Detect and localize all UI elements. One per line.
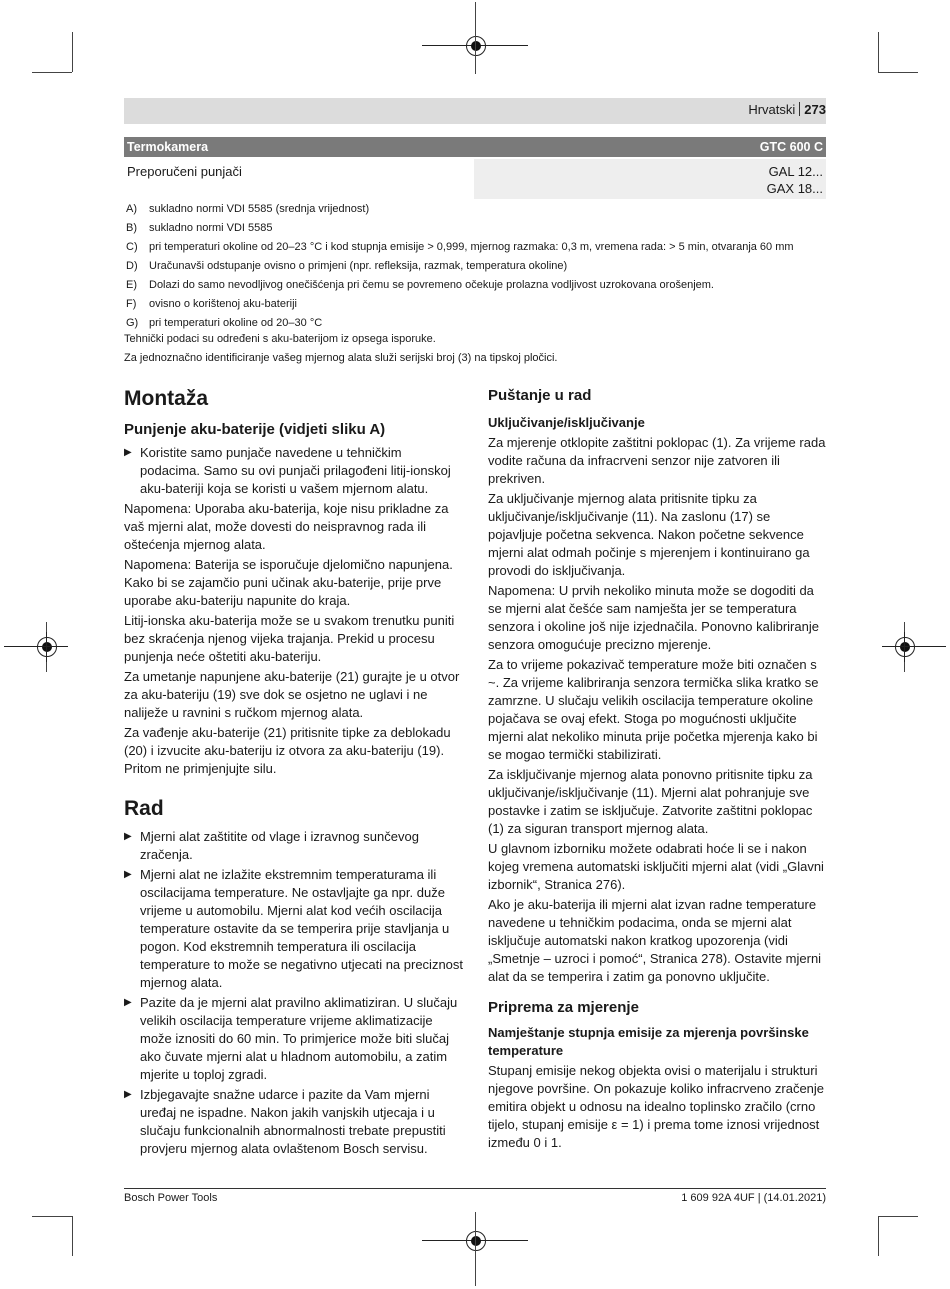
registration-line <box>475 2 476 74</box>
crop-mark <box>72 32 73 72</box>
paragraph: Litij-ionska aku-baterija može se u svakom trenutku puniti bez skraćenja njenog vijeka trajanja. Prekid u procesu punjenja neće oštetiti aku-bateriju. <box>124 613 455 664</box>
footnote-text: sukladno normi VDI 5585 <box>149 222 273 234</box>
subsection-heading: Uključivanje/isključivanje <box>488 415 645 430</box>
section-heading: Priprema za mjerenje <box>488 999 639 1016</box>
registration-mark-icon <box>466 1231 486 1251</box>
warning-bullet: ▶ Mjerni alat ne izlažite ekstremnim temperaturama ili oscilacijama temperature. Ne ostavljajte ga npr. duže vrijeme u automobilu. Mjerni alat kod većih oscilacija temperature ostavite da se temperira prije stavljanja u pogon. Kod ekstremnih temperatura ili oscilacija temperature to može se negativno utjecati na preciznost mjernog alata. <box>124 866 464 992</box>
paragraph: Za vađenje aku-baterije (21) pritisnite tipke za deblokadu (20) i izvucite aku-bateriju iz otvora za aku-bateriju (19). Pritom ne primjenjujte silu. <box>124 725 451 776</box>
registration-mark-icon <box>466 36 486 56</box>
footnote-text: sukladno normi VDI 5585 (srednja vrijednost) <box>149 203 370 215</box>
paragraph: Za to vrijeme pokazivač temperature može biti označen s ~. Za vrijeme kalibriranja senzora termička slika kratko se zamrzne. U slučaju velikih oscilacija temperature okoline pojačava se ovaj efekt. Stoga po mogućnosti uključite mjerni alat nekoliko minuta prije početka mjerenja kako bi se mogao termički stabilizirati. <box>488 657 819 762</box>
footnote-key: G) <box>126 317 139 329</box>
footer-brand: Bosch Power Tools <box>124 1192 218 1204</box>
paragraph: Za isključivanje mjernog alata ponovno pritisnite tipku za uključivanje/isključivanje (11). Mjerni alat pohranjuje sve postavke i zatim se isključuje. Zatvorite zaštitni poklopac (1) za siguran transport mjernog alata. <box>488 767 813 836</box>
table-row <box>124 159 826 199</box>
crop-mark <box>32 1216 72 1217</box>
header-bar <box>124 98 826 124</box>
right-column <box>488 386 828 1154</box>
crop-mark <box>878 72 918 73</box>
table-header-right: GTC 600 C <box>759 140 823 154</box>
paragraph: Napomena: U prvih nekoliko minuta može se dogoditi da se mjerni alat češće sam namješta jer se temperatura senzora i okoline još nije izjednačila. Ponovno kalibriranje senzora omogućuje precizno mjerenje. <box>488 583 819 652</box>
footnote-key: D) <box>126 260 138 272</box>
paragraph: U glavnom izborniku možete odabrati hoće li se i nakon kojeg vremena automatski isključiti mjerni alat (vidi „Glavni izbornik“, Stranica 276). <box>488 841 824 892</box>
crop-mark <box>72 1216 73 1256</box>
page-header <box>748 102 826 117</box>
section-heading: Rad <box>124 797 164 820</box>
registration-line <box>475 1212 476 1286</box>
header-language: Hrvatski <box>748 102 796 117</box>
footnote-key: A) <box>126 203 137 215</box>
table-header <box>124 137 826 157</box>
warning-bullet: ▶ Koristite samo punjače navedene u tehničkim podacima. Samo su ovi punjači prilagođeni litij-ionskoj aku-bateriji koja se koristi u vašem mjernom alatu. <box>124 444 464 498</box>
page-number: 273 <box>804 102 826 117</box>
subsection-heading: Punjenje aku-baterije (vidjeti sliku A) <box>124 421 386 438</box>
footnote-key: F) <box>126 298 137 310</box>
table-header-left: Termokamera <box>127 140 209 154</box>
table-row-label: Preporučeni punjači <box>127 164 242 179</box>
section-heading: Montaža <box>124 387 208 410</box>
footer-rule <box>124 1188 826 1189</box>
paragraph: Napomena: Uporaba aku-baterija, koje nisu prikladne za vaš mjerni alat, može dovesti do neispravnog rada ili oštećenja mjernog alata. <box>124 501 449 552</box>
warning-bullet: ▶ Izbjegavajte snažne udarce i pazite da Vam mjerni uređaj ne ispadne. Nakon jakih vanjskih utjecaja i u slučaju funkcionalnih abnormalnosti trebate prepustiti provjeru mjernog alata ovlaštenom Bosch servisu. <box>124 1086 464 1158</box>
footer-docnumber: 1 609 92A 4UF | (14.01.2021) <box>681 1192 826 1204</box>
crop-mark <box>878 1216 879 1256</box>
subsection-heading: Namještanje stupnja emisije za mjerenja površinske temperature <box>488 1025 809 1058</box>
paragraph: Za uključivanje mjernog alata pritisnite tipku za uključivanje/isključivanje (11). Na zaslonu (17) se pojavljuje početna sekvenca. Nakon početne sekvence mjerni alat odmah počinje s mjerenjem i kontinuirano ga provodi do isključivanja. <box>488 491 810 578</box>
paragraph: Napomena: Baterija se isporučuje djelomično napunjena. Kako bi se zajamčio puni učinak aku-baterije, prije prve uporabe aku-bateriju napunite do kraja. <box>124 557 453 608</box>
registration-line <box>882 646 946 647</box>
footnote-text: pri temperaturi okoline od 20–30 °C <box>149 317 323 329</box>
crop-mark <box>878 32 879 72</box>
footnote-text: Dolazi do samo nevodljivog onečišćenja pri čemu se povremeno očekuje prolazna vodljivost uzrokovana orošenjem. <box>149 279 714 291</box>
warning-bullet: ▶ Pazite da je mjerni alat pravilno aklimatiziran. U slučaju velikih oscilacija temperature vrijeme aklimatizacije može iznositi do 60 min. To primjerice može biti slučaj ako čuvate mjerni alat u hladnom automobilu, a zatim mjerite u toploj zgradi. <box>124 994 464 1084</box>
tech-note: Tehnički podaci su određeni s aku-baterijom iz opsega isporuke. <box>124 333 436 345</box>
tech-note: Za jednoznačno identificiranje vašeg mjernog alata služi serijski broj (3) na tipskoj pločici. <box>124 352 558 364</box>
table-row-value: GAX 18... <box>766 181 823 196</box>
paragraph: Stupanj emisije nekog objekta ovisi o materijalu i strukturi njegove površine. On pokazuje koliko infracrveno zračenje emitira objekt u odnosu na idealno toplinsko zračilo (crno tijelo, stupanj emisije ε = 1) i prema tome iznosi vrijednost između 0 i 1. <box>488 1063 825 1150</box>
footnote-text: ovisno o korištenoj aku-bateriji <box>149 298 297 310</box>
crop-mark <box>32 72 72 73</box>
footnote-key: E) <box>126 279 137 291</box>
footnote-key: B) <box>126 222 137 234</box>
footnote-text: pri temperaturi okoline od 20–23 °C i kod stupnja emisije > 0,999, mjernog razmaka: 0,3 m, vremena rada: > 5 min, otvaranja 60 mm <box>149 241 794 253</box>
registration-mark-icon <box>37 637 57 657</box>
paragraph: Za umetanje napunjene aku-baterije (21) gurajte je u otvor za aku-bateriju (19) sve dok se osjetno ne uglavi i ne naliježe u ravnini s ručkom mjernog alata. <box>124 669 460 720</box>
footnote-text: Uračunavši odstupanje ovisno o primjeni (npr. refleksija, razmak, temperatura okoline) <box>149 260 568 272</box>
warning-bullet: ▶ Mjerni alat zaštitite od vlage i izravnog sunčevog zračenja. <box>124 828 464 864</box>
paragraph: Za mjerenje otklopite zaštitni poklopac (1). Za vrijeme rada vodite računa da infracrveni senzor nije zatvoren ili prekriven. <box>488 435 826 486</box>
crop-mark <box>878 1216 918 1217</box>
header-separator <box>799 102 800 116</box>
left-column <box>124 386 464 1160</box>
footnote-key: C) <box>126 241 138 253</box>
registration-line <box>4 646 68 647</box>
section-heading: Puštanje u rad <box>488 387 592 404</box>
paragraph: Ako je aku-baterija ili mjerni alat izvan radne temperature navedene u tehničkim podacima, onda se mjerni alat isključuje automatski nakon kratkog upozorenja (vidi „Smetnje – uzroci i pomoć“, Stranica 278). Ostavite mjerni alat da se temperira i zatim ga ponovno uključite. <box>488 897 822 984</box>
table-row-value: GAL 12... <box>768 164 823 179</box>
registration-mark-icon <box>895 637 915 657</box>
